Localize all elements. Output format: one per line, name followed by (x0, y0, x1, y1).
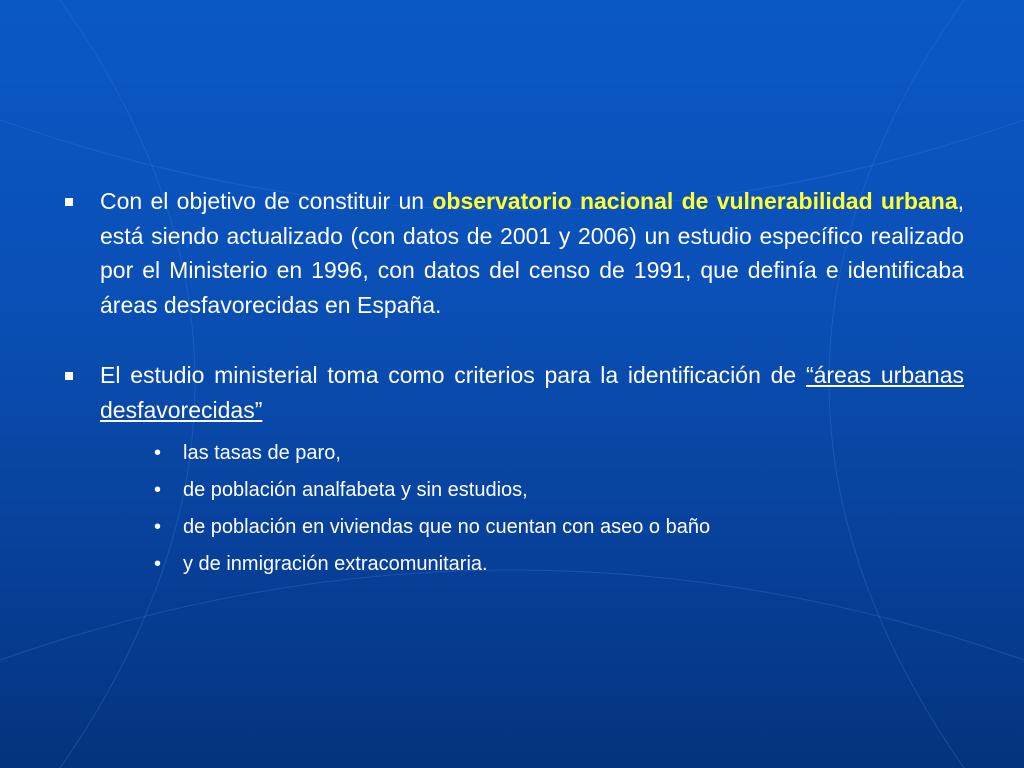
criteria-text: y de inmigración extracomunitaria. (183, 553, 488, 575)
criteria-list (100, 435, 964, 583)
list-item (100, 435, 964, 472)
criteria-text: las tasas de paro, (183, 442, 341, 464)
dot-bullet-icon: • (154, 479, 162, 501)
criteria-text: de población analfabeta y sin estudios, (183, 479, 528, 501)
bullet-text-post: , está siendo actualizado (con datos de 2001 y 2006) un estudio específico realizado por el Ministerio en 1996, con datos del censo de 1991, que definía e identificaba áreas desfavorecidas en España. (100, 188, 964, 318)
bullet-text-pre: Con el objetivo de constituir un (100, 188, 433, 214)
bullet-estudio-ministerial (62, 358, 964, 583)
list-item (100, 472, 964, 509)
bullet-text-pre: El estudio ministerial toma como criterios para la identificación de (100, 362, 806, 388)
slide-content (62, 184, 964, 583)
square-bullet-icon (65, 198, 73, 206)
dot-bullet-icon: • (154, 442, 162, 464)
underlined-term: “áreas urbanas desfavorecidas” (100, 362, 964, 423)
list-item (100, 509, 964, 546)
dot-bullet-icon: • (154, 516, 162, 538)
criteria-text: de población en viviendas que no cuentan con aseo o baño (183, 516, 711, 538)
list-item (100, 546, 964, 583)
square-bullet-icon (65, 372, 73, 380)
bullet-observatorio (62, 184, 964, 322)
highlight-observatorio: observatorio nacional de vulnerabilidad urbana (432, 188, 958, 214)
dot-bullet-icon: • (154, 553, 162, 575)
